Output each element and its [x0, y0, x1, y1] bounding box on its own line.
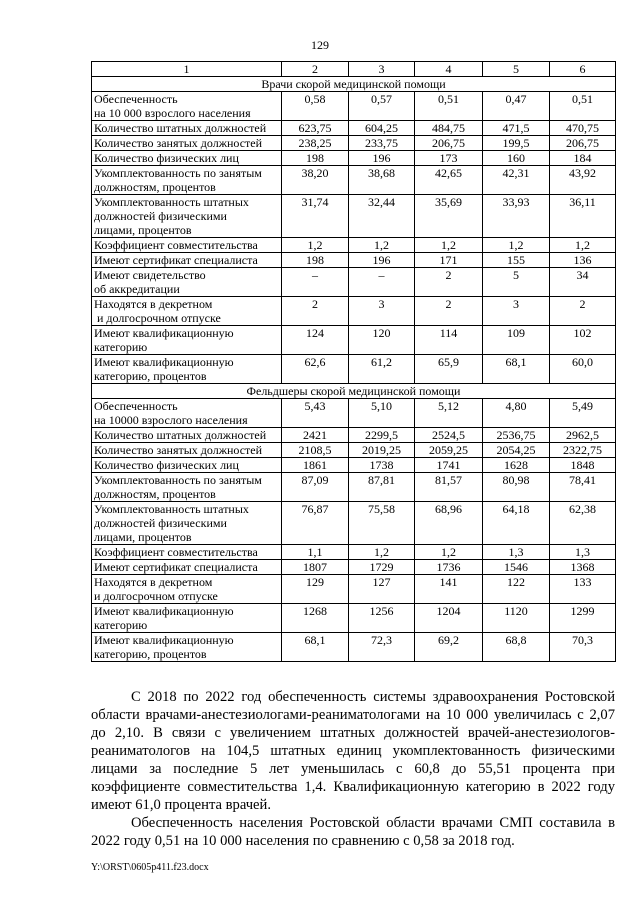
value-cell: 68,8 [483, 633, 550, 662]
row-label [92, 268, 282, 297]
row-label [92, 545, 282, 560]
value-cell: 78,41 [550, 473, 616, 502]
table-row [92, 253, 616, 268]
value-cell: 1368 [550, 560, 616, 575]
table-row [92, 355, 616, 384]
table-row [92, 297, 616, 326]
value-cell: 198 [282, 253, 349, 268]
value-cell: 0,51 [550, 92, 616, 121]
value-cell: 1299 [550, 604, 616, 633]
table-row [92, 443, 616, 458]
value-cell: 31,74 [282, 195, 349, 238]
row-label [92, 399, 282, 428]
value-cell: 5,43 [282, 399, 349, 428]
row-label [92, 604, 282, 633]
value-cell: 1546 [483, 560, 550, 575]
table-row [92, 502, 616, 545]
value-cell: 1628 [483, 458, 550, 473]
value-cell: 32,44 [349, 195, 415, 238]
table-row [92, 473, 616, 502]
paragraph: Обеспеченность населения Ростовской области врачами СМП составила в 2022 году 0,51 на 10 000 населения по сравнению с 0,58 за 2018 год. [91, 815, 615, 849]
value-cell: 2 [282, 297, 349, 326]
row-label-line: Укомплектованность штатных [94, 502, 249, 516]
value-cell: 133 [550, 575, 616, 604]
value-cell: 4,80 [483, 399, 550, 428]
value-cell: 160 [483, 151, 550, 166]
value-cell: 2299,5 [349, 428, 415, 443]
value-cell: 5,49 [550, 399, 616, 428]
row-label [92, 502, 282, 545]
value-cell: 1,2 [483, 238, 550, 253]
value-cell: 1,2 [349, 238, 415, 253]
row-label-line: Количество занятых должностей [94, 443, 263, 457]
row-label-line: Имеют квалификационную [94, 326, 234, 340]
row-label-line: Имеют квалификационную [94, 633, 234, 647]
value-cell: 0,58 [282, 92, 349, 121]
value-cell: 70,3 [550, 633, 616, 662]
row-label [92, 560, 282, 575]
row-label-line: должностям, процентов [94, 180, 216, 194]
value-cell: 1,2 [282, 238, 349, 253]
value-cell: 196 [349, 151, 415, 166]
row-label [92, 633, 282, 662]
value-cell: 109 [483, 326, 550, 355]
value-cell: 2 [550, 297, 616, 326]
value-cell: 0,47 [483, 92, 550, 121]
row-label [92, 92, 282, 121]
value-cell: 36,11 [550, 195, 616, 238]
value-cell: 87,81 [349, 473, 415, 502]
table-row [92, 458, 616, 473]
value-cell: 1848 [550, 458, 616, 473]
value-cell: 1,2 [415, 545, 483, 560]
column-number-cell: 3 [349, 62, 415, 77]
column-number-cell: 4 [415, 62, 483, 77]
value-cell: 68,96 [415, 502, 483, 545]
row-label [92, 473, 282, 502]
row-label-line: на 10000 взрослого населения [94, 413, 248, 427]
value-cell: 206,75 [550, 136, 616, 151]
staffing-table-body [92, 62, 616, 662]
table-row [92, 633, 616, 662]
value-cell: 1,2 [550, 238, 616, 253]
value-cell: 34 [550, 268, 616, 297]
table-row [92, 545, 616, 560]
value-cell: 1807 [282, 560, 349, 575]
value-cell: 136 [550, 253, 616, 268]
row-label-line: Имеют свидетельство [94, 268, 206, 282]
value-cell: 238,25 [282, 136, 349, 151]
value-cell: 129 [282, 575, 349, 604]
value-cell: 233,75 [349, 136, 415, 151]
value-cell: 38,20 [282, 166, 349, 195]
value-cell: 5 [483, 268, 550, 297]
value-cell: 484,75 [415, 121, 483, 136]
value-cell: 42,31 [483, 166, 550, 195]
row-label-line: Имеют сертификат специалиста [94, 560, 258, 574]
value-cell: 623,75 [282, 121, 349, 136]
row-label-line: Имеют сертификат специалиста [94, 253, 258, 267]
value-cell: – [282, 268, 349, 297]
value-cell: 604,25 [349, 121, 415, 136]
column-number-cell: 2 [282, 62, 349, 77]
value-cell: 1,2 [415, 238, 483, 253]
value-cell: 1256 [349, 604, 415, 633]
row-label [92, 575, 282, 604]
row-label-line: Обеспеченность [94, 399, 178, 413]
value-cell: 2054,25 [483, 443, 550, 458]
row-label-line: должностям, процентов [94, 487, 216, 501]
table-row [92, 604, 616, 633]
row-label [92, 151, 282, 166]
value-cell: 155 [483, 253, 550, 268]
table-row [92, 326, 616, 355]
value-cell: 114 [415, 326, 483, 355]
section-header-row [92, 384, 616, 399]
table-row [92, 238, 616, 253]
value-cell: 1729 [349, 560, 415, 575]
value-cell: 42,65 [415, 166, 483, 195]
value-cell: 5,12 [415, 399, 483, 428]
row-label [92, 136, 282, 151]
row-label-line: Имеют квалификационную [94, 355, 234, 369]
row-label-line: Находятся в декретном [94, 297, 213, 311]
value-cell: 2019,25 [349, 443, 415, 458]
row-label [92, 253, 282, 268]
value-cell: 62,38 [550, 502, 616, 545]
table-row [92, 121, 616, 136]
value-cell: 80,98 [483, 473, 550, 502]
column-number-cell: 6 [550, 62, 616, 77]
value-cell: 124 [282, 326, 349, 355]
table-row [92, 151, 616, 166]
row-label-line: об аккредитации [94, 282, 180, 296]
value-cell: 1736 [415, 560, 483, 575]
value-cell: 2536,75 [483, 428, 550, 443]
value-cell: 1738 [349, 458, 415, 473]
value-cell: 0,51 [415, 92, 483, 121]
value-cell: 5,10 [349, 399, 415, 428]
row-label-line: и долгосрочном отпуске [94, 589, 218, 603]
row-label-line: категорию, процентов [94, 647, 207, 661]
value-cell: 199,5 [483, 136, 550, 151]
value-cell: 75,58 [349, 502, 415, 545]
row-label-line: Обеспеченность [94, 92, 178, 106]
row-label [92, 121, 282, 136]
row-label-line: Имеют квалификационную [94, 604, 234, 618]
table-row [92, 136, 616, 151]
row-label-line: Укомплектованность по занятым [94, 166, 262, 180]
row-label [92, 326, 282, 355]
value-cell: 1,2 [349, 545, 415, 560]
row-label-line: Коэффициент совместительства [94, 238, 258, 252]
row-label [92, 166, 282, 195]
value-cell: 62,6 [282, 355, 349, 384]
page-number: 129 [311, 38, 329, 52]
table-header-row [92, 62, 616, 77]
row-label-line: должностей физическими [94, 516, 227, 530]
value-cell: 2421 [282, 428, 349, 443]
row-label-line: должностей физическими [94, 209, 227, 223]
staffing-table [91, 61, 616, 662]
section-title: Врачи скорой медицинской помощи [92, 77, 616, 92]
value-cell: 1861 [282, 458, 349, 473]
value-cell: 127 [349, 575, 415, 604]
value-cell: 196 [349, 253, 415, 268]
table-row [92, 560, 616, 575]
table-row [92, 428, 616, 443]
value-cell: 2962,5 [550, 428, 616, 443]
row-label [92, 238, 282, 253]
row-label [92, 297, 282, 326]
section-title: Фельдшеры скорой медицинской помощи [92, 384, 616, 399]
table-row [92, 166, 616, 195]
row-label-line: Количество штатных должностей [94, 428, 267, 442]
value-cell: 2059,25 [415, 443, 483, 458]
table-row [92, 92, 616, 121]
value-cell: 68,1 [282, 633, 349, 662]
row-label-line: Количество физических лиц [94, 458, 239, 472]
body-text [91, 688, 615, 850]
value-cell: 1120 [483, 604, 550, 633]
section-header-row [92, 77, 616, 92]
value-cell: 171 [415, 253, 483, 268]
value-cell: – [349, 268, 415, 297]
row-label-line: категорию [94, 340, 148, 354]
value-cell: 43,92 [550, 166, 616, 195]
row-label [92, 443, 282, 458]
row-label-line: лицами, процентов [94, 223, 192, 237]
value-cell: 3 [349, 297, 415, 326]
value-cell: 2322,75 [550, 443, 616, 458]
value-cell: 1,3 [483, 545, 550, 560]
value-cell: 72,3 [349, 633, 415, 662]
table-row [92, 195, 616, 238]
value-cell: 38,68 [349, 166, 415, 195]
row-label-line: категорию, процентов [94, 369, 207, 383]
value-cell: 198 [282, 151, 349, 166]
row-label-line: Коэффициент совместительства [94, 545, 258, 559]
table-row [92, 575, 616, 604]
value-cell: 102 [550, 326, 616, 355]
value-cell: 61,2 [349, 355, 415, 384]
value-cell: 120 [349, 326, 415, 355]
column-number-cell: 1 [92, 62, 282, 77]
value-cell: 64,18 [483, 502, 550, 545]
value-cell: 2108,5 [282, 443, 349, 458]
row-label-line: Количество физических лиц [94, 151, 239, 165]
row-label [92, 355, 282, 384]
value-cell: 65,9 [415, 355, 483, 384]
value-cell: 1741 [415, 458, 483, 473]
value-cell: 33,93 [483, 195, 550, 238]
value-cell: 470,75 [550, 121, 616, 136]
row-label-line: Количество занятых должностей [94, 136, 263, 150]
value-cell: 69,2 [415, 633, 483, 662]
value-cell: 1204 [415, 604, 483, 633]
value-cell: 68,1 [483, 355, 550, 384]
row-label-line: Укомплектованность по занятым [94, 473, 262, 487]
value-cell: 60,0 [550, 355, 616, 384]
value-cell: 76,87 [282, 502, 349, 545]
row-label [92, 195, 282, 238]
row-label-line: Находятся в декретном [94, 575, 213, 589]
document-file-path: Y:\ORST\0605p411.f23.docx [91, 862, 209, 873]
value-cell: 2524,5 [415, 428, 483, 443]
value-cell: 87,09 [282, 473, 349, 502]
value-cell: 471,5 [483, 121, 550, 136]
table-row [92, 399, 616, 428]
value-cell: 35,69 [415, 195, 483, 238]
value-cell: 3 [483, 297, 550, 326]
table-row [92, 268, 616, 297]
row-label-line: на 10 000 взрослого населения [94, 106, 251, 120]
paragraph: С 2018 по 2022 год обеспеченность системы здравоохранения Ростовской области врачами-анестезиологами-реаниматологами на 10 000 увеличилась с 2,07 до 2,10. В связи с увеличением штатных должностей врачей-анестезиологов-реаниматологов на 104,5 штатных единиц укомплектованность физическими лицами за последние 5 лет уменьшилась с 60,8 до 55,51 процента при коэффициенте совместительства 1,4. Квалификационную категорию в 2022 году имеют 61,0 процента врачей. [91, 689, 615, 813]
value-cell: 1,1 [282, 545, 349, 560]
row-label-line: и долгосрочном отпуске [94, 311, 221, 325]
row-label-line: лицами, процентов [94, 530, 192, 544]
row-label [92, 428, 282, 443]
value-cell: 0,57 [349, 92, 415, 121]
value-cell: 184 [550, 151, 616, 166]
value-cell: 173 [415, 151, 483, 166]
value-cell: 141 [415, 575, 483, 604]
value-cell: 1,3 [550, 545, 616, 560]
row-label-line: категорию [94, 618, 148, 632]
row-label-line: Укомплектованность штатных [94, 195, 249, 209]
value-cell: 206,75 [415, 136, 483, 151]
column-number-cell: 5 [483, 62, 550, 77]
value-cell: 2 [415, 268, 483, 297]
value-cell: 2 [415, 297, 483, 326]
row-label [92, 458, 282, 473]
value-cell: 81,57 [415, 473, 483, 502]
value-cell: 122 [483, 575, 550, 604]
row-label-line: Количество штатных должностей [94, 121, 267, 135]
value-cell: 1268 [282, 604, 349, 633]
